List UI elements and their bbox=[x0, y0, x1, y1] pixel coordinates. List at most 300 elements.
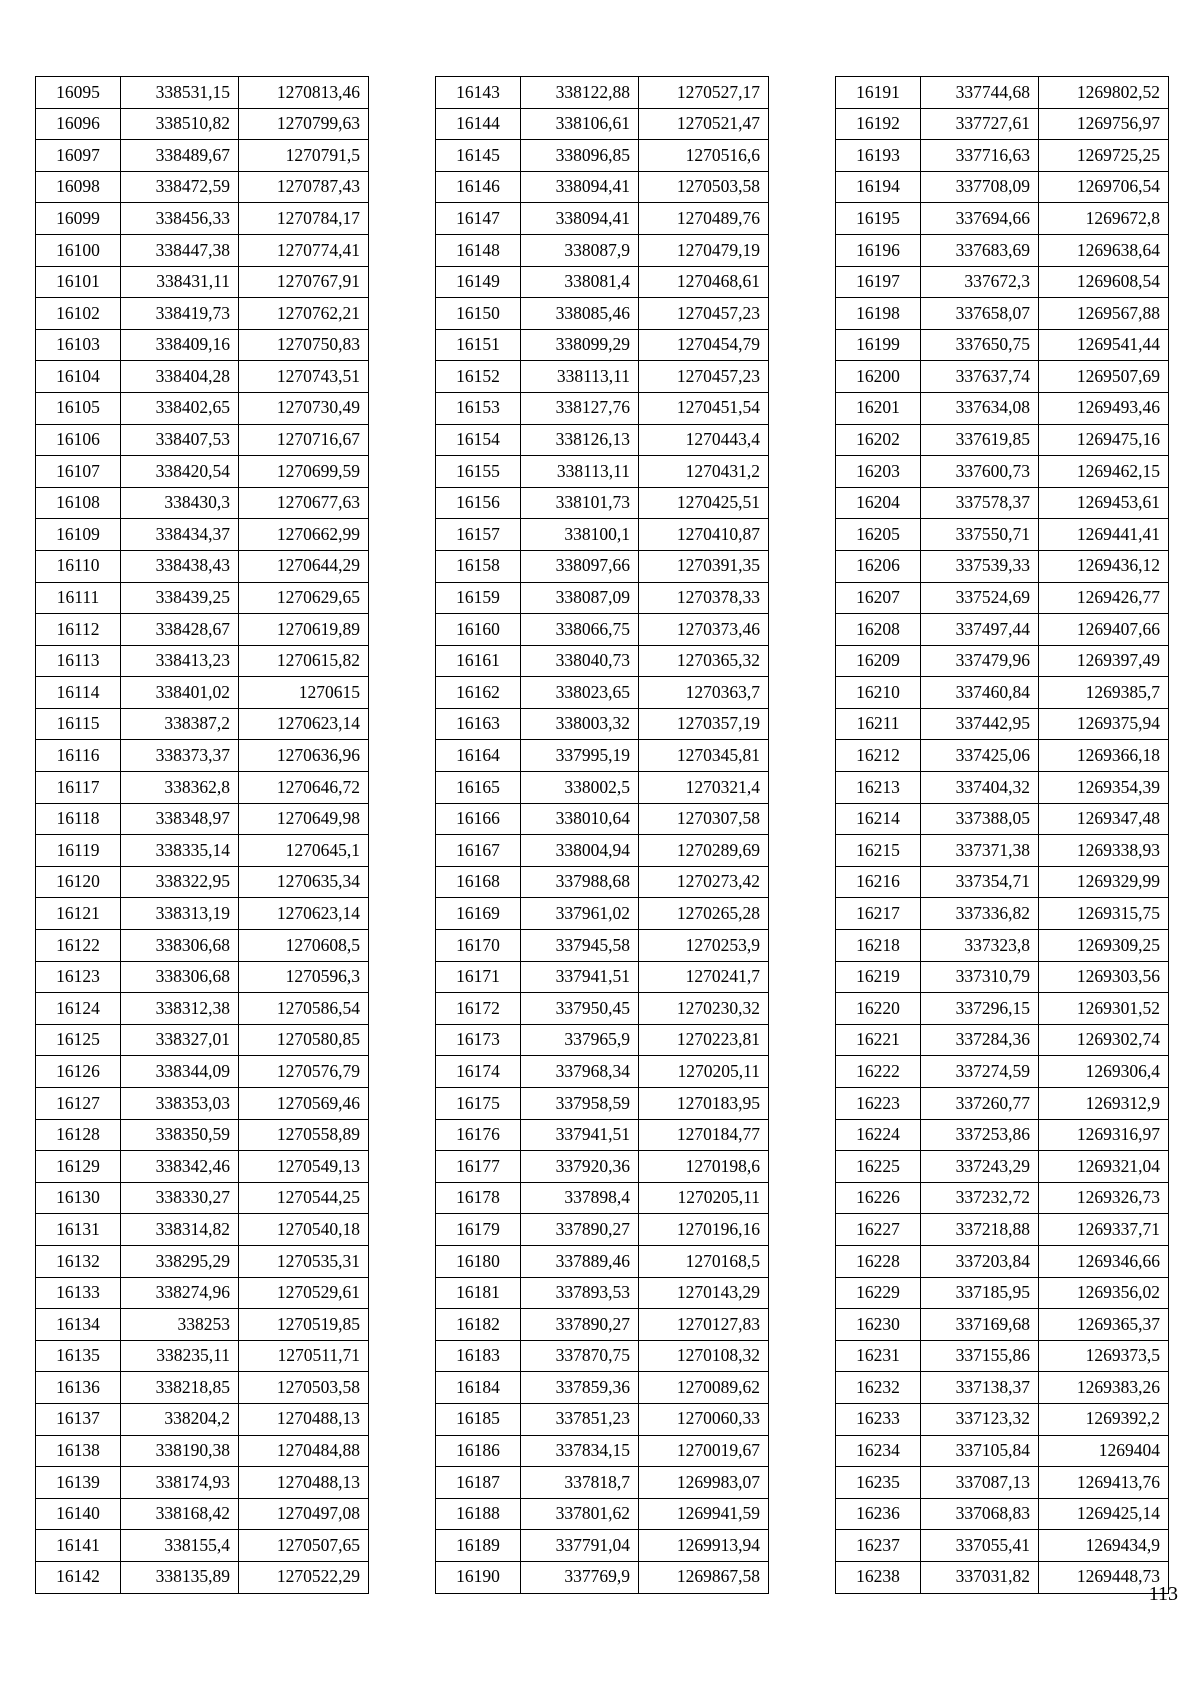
y-coordinate-cell: 1270813,46 bbox=[239, 77, 369, 109]
table-row bbox=[836, 740, 1169, 772]
point-number-cell: 16231 bbox=[836, 1340, 921, 1372]
x-coordinate-cell: 338434,37 bbox=[121, 519, 239, 551]
x-coordinate-cell: 337708,09 bbox=[921, 171, 1039, 203]
point-number-cell: 16185 bbox=[436, 1403, 521, 1435]
table-row bbox=[36, 1372, 369, 1404]
table-row bbox=[836, 171, 1169, 203]
point-number-cell: 16097 bbox=[36, 140, 121, 172]
point-number-cell: 16129 bbox=[36, 1151, 121, 1183]
table-row bbox=[436, 1435, 769, 1467]
x-coordinate-cell: 338439,25 bbox=[121, 582, 239, 614]
y-coordinate-cell: 1270767,91 bbox=[239, 266, 369, 298]
table-row bbox=[836, 266, 1169, 298]
x-coordinate-cell: 337801,62 bbox=[521, 1498, 639, 1530]
table-row bbox=[36, 614, 369, 646]
table-row bbox=[36, 708, 369, 740]
table-row bbox=[36, 140, 369, 172]
y-coordinate-cell: 1270127,83 bbox=[639, 1309, 769, 1341]
x-coordinate-cell: 338087,09 bbox=[521, 582, 639, 614]
point-number-cell: 16203 bbox=[836, 456, 921, 488]
y-coordinate-cell: 1270644,29 bbox=[239, 550, 369, 582]
x-coordinate-cell: 338295,29 bbox=[121, 1245, 239, 1277]
y-coordinate-cell: 1269316,97 bbox=[1039, 1119, 1169, 1151]
table-row bbox=[836, 1024, 1169, 1056]
table-row bbox=[836, 961, 1169, 993]
y-coordinate-cell: 1269337,71 bbox=[1039, 1214, 1169, 1246]
table-row bbox=[836, 1088, 1169, 1120]
y-coordinate-cell: 1270511,71 bbox=[239, 1340, 369, 1372]
y-coordinate-cell: 1269756,97 bbox=[1039, 108, 1169, 140]
y-coordinate-cell: 1269312,9 bbox=[1039, 1088, 1169, 1120]
point-number-cell: 16178 bbox=[436, 1182, 521, 1214]
point-number-cell: 16190 bbox=[436, 1561, 521, 1593]
y-coordinate-cell: 1270519,85 bbox=[239, 1309, 369, 1341]
x-coordinate-cell: 337274,59 bbox=[921, 1056, 1039, 1088]
table-row bbox=[36, 487, 369, 519]
point-number-cell: 16151 bbox=[436, 329, 521, 361]
y-coordinate-cell: 1269306,4 bbox=[1039, 1056, 1169, 1088]
x-coordinate-cell: 337218,88 bbox=[921, 1214, 1039, 1246]
y-coordinate-cell: 1270516,6 bbox=[639, 140, 769, 172]
point-number-cell: 16174 bbox=[436, 1056, 521, 1088]
point-number-cell: 16139 bbox=[36, 1467, 121, 1499]
y-coordinate-cell: 1270558,89 bbox=[239, 1119, 369, 1151]
y-coordinate-cell: 1269309,25 bbox=[1039, 930, 1169, 962]
x-coordinate-cell: 337232,72 bbox=[921, 1182, 1039, 1214]
y-coordinate-cell: 1270743,51 bbox=[239, 361, 369, 393]
x-coordinate-cell: 337479,96 bbox=[921, 645, 1039, 677]
y-coordinate-cell: 1270540,18 bbox=[239, 1214, 369, 1246]
x-coordinate-cell: 338419,73 bbox=[121, 298, 239, 330]
x-coordinate-cell: 338306,68 bbox=[121, 930, 239, 962]
y-coordinate-cell: 1269365,37 bbox=[1039, 1309, 1169, 1341]
point-number-cell: 16116 bbox=[36, 740, 121, 772]
y-coordinate-cell: 1269941,59 bbox=[639, 1498, 769, 1530]
point-number-cell: 16146 bbox=[436, 171, 521, 203]
y-coordinate-cell: 1270784,17 bbox=[239, 203, 369, 235]
y-coordinate-cell: 1269315,75 bbox=[1039, 898, 1169, 930]
y-coordinate-cell: 1269913,94 bbox=[639, 1530, 769, 1562]
point-number-cell: 16221 bbox=[836, 1024, 921, 1056]
point-number-cell: 16145 bbox=[436, 140, 521, 172]
y-coordinate-cell: 1269375,94 bbox=[1039, 708, 1169, 740]
table-row bbox=[436, 677, 769, 709]
point-number-cell: 16110 bbox=[36, 550, 121, 582]
y-coordinate-cell: 1269507,69 bbox=[1039, 361, 1169, 393]
table-row bbox=[436, 772, 769, 804]
x-coordinate-cell: 338312,38 bbox=[121, 993, 239, 1025]
y-coordinate-cell: 1269983,07 bbox=[639, 1467, 769, 1499]
x-coordinate-cell: 338438,43 bbox=[121, 550, 239, 582]
y-coordinate-cell: 1269672,8 bbox=[1039, 203, 1169, 235]
x-coordinate-cell: 338314,82 bbox=[121, 1214, 239, 1246]
point-number-cell: 16186 bbox=[436, 1435, 521, 1467]
y-coordinate-cell: 1270576,79 bbox=[239, 1056, 369, 1088]
x-coordinate-cell: 337404,32 bbox=[921, 772, 1039, 804]
table-row bbox=[836, 234, 1169, 266]
x-coordinate-cell: 338168,42 bbox=[121, 1498, 239, 1530]
x-coordinate-cell: 337578,37 bbox=[921, 487, 1039, 519]
table-row bbox=[836, 1245, 1169, 1277]
x-coordinate-cell: 337497,44 bbox=[921, 614, 1039, 646]
y-coordinate-cell: 1270196,16 bbox=[639, 1214, 769, 1246]
table-row bbox=[836, 550, 1169, 582]
point-number-cell: 16189 bbox=[436, 1530, 521, 1562]
y-coordinate-cell: 1269436,12 bbox=[1039, 550, 1169, 582]
point-number-cell: 16125 bbox=[36, 1024, 121, 1056]
y-coordinate-cell: 1270615 bbox=[239, 677, 369, 709]
table-row bbox=[436, 1561, 769, 1593]
x-coordinate-cell: 337524,69 bbox=[921, 582, 1039, 614]
x-coordinate-cell: 338362,8 bbox=[121, 772, 239, 804]
x-coordinate-cell: 337716,63 bbox=[921, 140, 1039, 172]
point-number-cell: 16161 bbox=[436, 645, 521, 677]
point-number-cell: 16157 bbox=[436, 519, 521, 551]
table-row bbox=[836, 424, 1169, 456]
x-coordinate-cell: 338096,85 bbox=[521, 140, 639, 172]
y-coordinate-cell: 1270488,13 bbox=[239, 1467, 369, 1499]
point-number-cell: 16217 bbox=[836, 898, 921, 930]
table-row bbox=[836, 772, 1169, 804]
x-coordinate-cell: 338472,59 bbox=[121, 171, 239, 203]
x-coordinate-cell: 337890,27 bbox=[521, 1214, 639, 1246]
point-number-cell: 16177 bbox=[436, 1151, 521, 1183]
y-coordinate-cell: 1270373,46 bbox=[639, 614, 769, 646]
point-number-cell: 16127 bbox=[36, 1088, 121, 1120]
point-number-cell: 16138 bbox=[36, 1435, 121, 1467]
table-row bbox=[36, 266, 369, 298]
table-row bbox=[836, 1435, 1169, 1467]
x-coordinate-cell: 337941,51 bbox=[521, 1119, 639, 1151]
x-coordinate-cell: 338023,65 bbox=[521, 677, 639, 709]
table-row bbox=[836, 1214, 1169, 1246]
point-number-cell: 16171 bbox=[436, 961, 521, 993]
y-coordinate-cell: 1270265,28 bbox=[639, 898, 769, 930]
point-number-cell: 16180 bbox=[436, 1245, 521, 1277]
point-number-cell: 16204 bbox=[836, 487, 921, 519]
x-coordinate-cell: 338002,5 bbox=[521, 772, 639, 804]
x-coordinate-cell: 337958,59 bbox=[521, 1088, 639, 1120]
table-row bbox=[36, 171, 369, 203]
y-coordinate-cell: 1270699,59 bbox=[239, 456, 369, 488]
y-coordinate-cell: 1269302,74 bbox=[1039, 1024, 1169, 1056]
x-coordinate-cell: 337941,51 bbox=[521, 961, 639, 993]
coordinates-table-2 bbox=[435, 76, 769, 1594]
point-number-cell: 16227 bbox=[836, 1214, 921, 1246]
y-coordinate-cell: 1269453,61 bbox=[1039, 487, 1169, 519]
y-coordinate-cell: 1270615,82 bbox=[239, 645, 369, 677]
table-row bbox=[836, 1340, 1169, 1372]
y-coordinate-cell: 1270454,79 bbox=[639, 329, 769, 361]
x-coordinate-cell: 337169,68 bbox=[921, 1309, 1039, 1341]
y-coordinate-cell: 1269329,99 bbox=[1039, 866, 1169, 898]
x-coordinate-cell: 337898,4 bbox=[521, 1182, 639, 1214]
point-number-cell: 16113 bbox=[36, 645, 121, 677]
y-coordinate-cell: 1270677,63 bbox=[239, 487, 369, 519]
y-coordinate-cell: 1270143,29 bbox=[639, 1277, 769, 1309]
y-coordinate-cell: 1270549,13 bbox=[239, 1151, 369, 1183]
table-row bbox=[436, 1498, 769, 1530]
table-row bbox=[836, 930, 1169, 962]
point-number-cell: 16108 bbox=[36, 487, 121, 519]
table-row bbox=[836, 993, 1169, 1025]
table-row bbox=[436, 1309, 769, 1341]
point-number-cell: 16188 bbox=[436, 1498, 521, 1530]
x-coordinate-cell: 338174,93 bbox=[121, 1467, 239, 1499]
point-number-cell: 16166 bbox=[436, 803, 521, 835]
point-number-cell: 16234 bbox=[836, 1435, 921, 1467]
x-coordinate-cell: 337650,75 bbox=[921, 329, 1039, 361]
table-row bbox=[36, 550, 369, 582]
x-coordinate-cell: 337138,37 bbox=[921, 1372, 1039, 1404]
x-coordinate-cell: 337968,34 bbox=[521, 1056, 639, 1088]
point-number-cell: 16173 bbox=[436, 1024, 521, 1056]
point-number-cell: 16214 bbox=[836, 803, 921, 835]
y-coordinate-cell: 1270345,81 bbox=[639, 740, 769, 772]
table-row bbox=[436, 930, 769, 962]
table-row bbox=[36, 677, 369, 709]
point-number-cell: 16212 bbox=[836, 740, 921, 772]
y-coordinate-cell: 1270503,58 bbox=[239, 1372, 369, 1404]
y-coordinate-cell: 1269434,9 bbox=[1039, 1530, 1169, 1562]
coordinates-table-3 bbox=[835, 76, 1169, 1594]
x-coordinate-cell: 338313,19 bbox=[121, 898, 239, 930]
y-coordinate-cell: 1270529,61 bbox=[239, 1277, 369, 1309]
x-coordinate-cell: 338456,33 bbox=[121, 203, 239, 235]
x-coordinate-cell: 337851,23 bbox=[521, 1403, 639, 1435]
x-coordinate-cell: 338322,95 bbox=[121, 866, 239, 898]
point-number-cell: 16106 bbox=[36, 424, 121, 456]
point-number-cell: 16202 bbox=[836, 424, 921, 456]
point-number-cell: 16109 bbox=[36, 519, 121, 551]
table-row bbox=[36, 993, 369, 1025]
point-number-cell: 16167 bbox=[436, 835, 521, 867]
point-number-cell: 16099 bbox=[36, 203, 121, 235]
y-coordinate-cell: 1269448,73 bbox=[1039, 1561, 1169, 1593]
x-coordinate-cell: 337744,68 bbox=[921, 77, 1039, 109]
y-coordinate-cell: 1269441,41 bbox=[1039, 519, 1169, 551]
point-number-cell: 16102 bbox=[36, 298, 121, 330]
y-coordinate-cell: 1270645,1 bbox=[239, 835, 369, 867]
point-number-cell: 16144 bbox=[436, 108, 521, 140]
table-row bbox=[836, 203, 1169, 235]
y-coordinate-cell: 1270662,99 bbox=[239, 519, 369, 551]
point-number-cell: 16131 bbox=[36, 1214, 121, 1246]
table-row bbox=[36, 1056, 369, 1088]
y-coordinate-cell: 1270762,21 bbox=[239, 298, 369, 330]
table-row bbox=[436, 803, 769, 835]
x-coordinate-cell: 338350,59 bbox=[121, 1119, 239, 1151]
x-coordinate-cell: 337155,86 bbox=[921, 1340, 1039, 1372]
y-coordinate-cell: 1269462,15 bbox=[1039, 456, 1169, 488]
table-row bbox=[436, 1119, 769, 1151]
x-coordinate-cell: 337634,08 bbox=[921, 392, 1039, 424]
table-row bbox=[36, 1151, 369, 1183]
point-number-cell: 16142 bbox=[36, 1561, 121, 1593]
y-coordinate-cell: 1269404 bbox=[1039, 1435, 1169, 1467]
y-coordinate-cell: 1270184,77 bbox=[639, 1119, 769, 1151]
point-number-cell: 16205 bbox=[836, 519, 921, 551]
y-coordinate-cell: 1269867,58 bbox=[639, 1561, 769, 1593]
x-coordinate-cell: 338085,46 bbox=[521, 298, 639, 330]
table-row bbox=[836, 329, 1169, 361]
table-row bbox=[436, 108, 769, 140]
x-coordinate-cell: 338099,29 bbox=[521, 329, 639, 361]
point-number-cell: 16163 bbox=[436, 708, 521, 740]
point-number-cell: 16195 bbox=[836, 203, 921, 235]
point-number-cell: 16229 bbox=[836, 1277, 921, 1309]
table-row bbox=[436, 77, 769, 109]
y-coordinate-cell: 1269326,73 bbox=[1039, 1182, 1169, 1214]
point-number-cell: 16223 bbox=[836, 1088, 921, 1120]
point-number-cell: 16149 bbox=[436, 266, 521, 298]
table-row bbox=[836, 614, 1169, 646]
y-coordinate-cell: 1270479,19 bbox=[639, 234, 769, 266]
table-row bbox=[36, 456, 369, 488]
point-number-cell: 16179 bbox=[436, 1214, 521, 1246]
y-coordinate-cell: 1270488,13 bbox=[239, 1403, 369, 1435]
y-coordinate-cell: 1270357,19 bbox=[639, 708, 769, 740]
table-row bbox=[36, 961, 369, 993]
x-coordinate-cell: 338122,88 bbox=[521, 77, 639, 109]
x-coordinate-cell: 337253,86 bbox=[921, 1119, 1039, 1151]
point-number-cell: 16175 bbox=[436, 1088, 521, 1120]
x-coordinate-cell: 338420,54 bbox=[121, 456, 239, 488]
y-coordinate-cell: 1269541,44 bbox=[1039, 329, 1169, 361]
point-number-cell: 16095 bbox=[36, 77, 121, 109]
y-coordinate-cell: 1270489,76 bbox=[639, 203, 769, 235]
y-coordinate-cell: 1270241,7 bbox=[639, 961, 769, 993]
point-number-cell: 16207 bbox=[836, 582, 921, 614]
x-coordinate-cell: 337260,77 bbox=[921, 1088, 1039, 1120]
x-coordinate-cell: 337243,29 bbox=[921, 1151, 1039, 1183]
table-row bbox=[836, 1498, 1169, 1530]
point-number-cell: 16101 bbox=[36, 266, 121, 298]
table-row bbox=[836, 1403, 1169, 1435]
y-coordinate-cell: 1270484,88 bbox=[239, 1435, 369, 1467]
x-coordinate-cell: 337550,71 bbox=[921, 519, 1039, 551]
table-row bbox=[36, 329, 369, 361]
y-coordinate-cell: 1270223,81 bbox=[639, 1024, 769, 1056]
point-number-cell: 16199 bbox=[836, 329, 921, 361]
x-coordinate-cell: 338404,28 bbox=[121, 361, 239, 393]
point-number-cell: 16181 bbox=[436, 1277, 521, 1309]
point-number-cell: 16118 bbox=[36, 803, 121, 835]
x-coordinate-cell: 337920,36 bbox=[521, 1151, 639, 1183]
y-coordinate-cell: 1270321,4 bbox=[639, 772, 769, 804]
point-number-cell: 16216 bbox=[836, 866, 921, 898]
point-number-cell: 16159 bbox=[436, 582, 521, 614]
x-coordinate-cell: 337619,85 bbox=[921, 424, 1039, 456]
table-row bbox=[836, 77, 1169, 109]
y-coordinate-cell: 1269392,2 bbox=[1039, 1403, 1169, 1435]
point-number-cell: 16182 bbox=[436, 1309, 521, 1341]
x-coordinate-cell: 338330,27 bbox=[121, 1182, 239, 1214]
x-coordinate-cell: 337425,06 bbox=[921, 740, 1039, 772]
table-row bbox=[36, 392, 369, 424]
y-coordinate-cell: 1270198,6 bbox=[639, 1151, 769, 1183]
y-coordinate-cell: 1270363,7 bbox=[639, 677, 769, 709]
y-coordinate-cell: 1269321,04 bbox=[1039, 1151, 1169, 1183]
x-coordinate-cell: 338087,9 bbox=[521, 234, 639, 266]
point-number-cell: 16236 bbox=[836, 1498, 921, 1530]
table-row bbox=[836, 1530, 1169, 1562]
table-row bbox=[436, 171, 769, 203]
table-row bbox=[36, 898, 369, 930]
point-number-cell: 16184 bbox=[436, 1372, 521, 1404]
x-coordinate-cell: 338100,1 bbox=[521, 519, 639, 551]
table-row bbox=[36, 1119, 369, 1151]
point-number-cell: 16187 bbox=[436, 1467, 521, 1499]
table-row bbox=[436, 487, 769, 519]
point-number-cell: 16120 bbox=[36, 866, 121, 898]
table-row bbox=[836, 1467, 1169, 1499]
y-coordinate-cell: 1269802,52 bbox=[1039, 77, 1169, 109]
table-row bbox=[836, 1309, 1169, 1341]
table-row bbox=[836, 108, 1169, 140]
y-coordinate-cell: 1269426,77 bbox=[1039, 582, 1169, 614]
table-row bbox=[436, 708, 769, 740]
table-row bbox=[436, 582, 769, 614]
table-row bbox=[436, 550, 769, 582]
table-row bbox=[36, 772, 369, 804]
point-number-cell: 16226 bbox=[836, 1182, 921, 1214]
table-row bbox=[836, 645, 1169, 677]
table-row bbox=[36, 298, 369, 330]
point-number-cell: 16201 bbox=[836, 392, 921, 424]
x-coordinate-cell: 338348,97 bbox=[121, 803, 239, 835]
x-coordinate-cell: 337791,04 bbox=[521, 1530, 639, 1562]
x-coordinate-cell: 337354,71 bbox=[921, 866, 1039, 898]
x-coordinate-cell: 337105,84 bbox=[921, 1435, 1039, 1467]
table-row bbox=[836, 1277, 1169, 1309]
x-coordinate-cell: 338066,75 bbox=[521, 614, 639, 646]
y-coordinate-cell: 1270507,65 bbox=[239, 1530, 369, 1562]
point-number-cell: 16198 bbox=[836, 298, 921, 330]
point-number-cell: 16148 bbox=[436, 234, 521, 266]
point-number-cell: 16218 bbox=[836, 930, 921, 962]
x-coordinate-cell: 338489,67 bbox=[121, 140, 239, 172]
point-number-cell: 16208 bbox=[836, 614, 921, 646]
x-coordinate-cell: 338097,66 bbox=[521, 550, 639, 582]
point-number-cell: 16164 bbox=[436, 740, 521, 772]
y-coordinate-cell: 1270569,46 bbox=[239, 1088, 369, 1120]
x-coordinate-cell: 338409,16 bbox=[121, 329, 239, 361]
table-row bbox=[436, 361, 769, 393]
y-coordinate-cell: 1270799,63 bbox=[239, 108, 369, 140]
table-row bbox=[36, 1088, 369, 1120]
y-coordinate-cell: 1270629,65 bbox=[239, 582, 369, 614]
x-coordinate-cell: 338127,76 bbox=[521, 392, 639, 424]
table-row bbox=[836, 140, 1169, 172]
y-coordinate-cell: 1269425,14 bbox=[1039, 1498, 1169, 1530]
point-number-cell: 16156 bbox=[436, 487, 521, 519]
point-number-cell: 16098 bbox=[36, 171, 121, 203]
x-coordinate-cell: 337965,9 bbox=[521, 1024, 639, 1056]
table-row bbox=[436, 519, 769, 551]
table-row bbox=[436, 993, 769, 1025]
point-number-cell: 16192 bbox=[836, 108, 921, 140]
point-number-cell: 16130 bbox=[36, 1182, 121, 1214]
point-number-cell: 16228 bbox=[836, 1245, 921, 1277]
x-coordinate-cell: 337658,07 bbox=[921, 298, 1039, 330]
x-coordinate-cell: 337336,82 bbox=[921, 898, 1039, 930]
x-coordinate-cell: 338335,14 bbox=[121, 835, 239, 867]
table-row bbox=[836, 1372, 1169, 1404]
table-row bbox=[436, 140, 769, 172]
point-number-cell: 16183 bbox=[436, 1340, 521, 1372]
x-coordinate-cell: 337961,02 bbox=[521, 898, 639, 930]
